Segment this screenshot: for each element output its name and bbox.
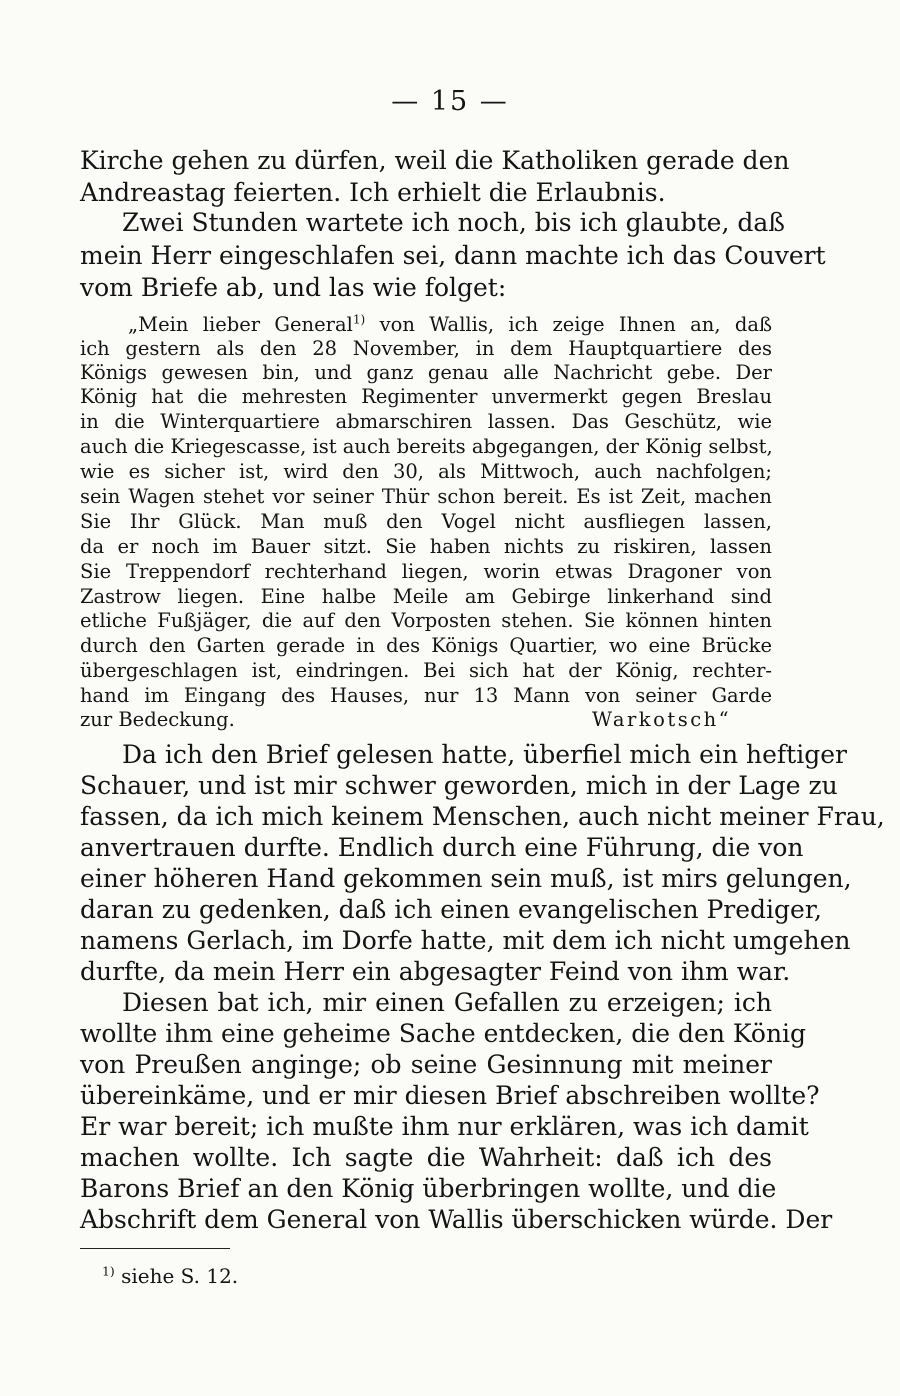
page-number: — 15 — xyxy=(391,86,509,117)
paragraph-4-line: übereinkäme, und er mir diesen Brief abschreiben wollte? xyxy=(80,1081,820,1110)
letter-line: in die Winterquartiere abmarschiren lassen. Das Geschütz, wie xyxy=(80,410,772,433)
paragraph-1-line: Andreastag feierten. Ich erhielt die Erlaubnis. xyxy=(80,178,666,207)
letter-line: sein Wagen stehet vor seiner Thür schon bereit. Es ist Zeit, machen xyxy=(80,485,772,508)
letter-line: ich gestern als den 28 November, in dem Hauptquartiere des xyxy=(80,337,772,360)
footnote-reference: 1) xyxy=(352,312,366,327)
paragraph-2-line: mein Herr eingeschlafen sei, dann machte ich das Couvert xyxy=(80,241,826,270)
footnote-marker: 1) xyxy=(102,1263,115,1279)
paragraph-2-line: Zwei Stunden wartete ich noch, bis ich glaubte, daß xyxy=(122,208,785,237)
letter-line: wie es sicher ist, wird den 30, als Mittwoch, auch nachfolgen; xyxy=(80,460,772,483)
letter-line: auch die Kriegescasse, ist auch bereits abgegangen, der König selbst, xyxy=(80,435,773,458)
paragraph-4-line: Barons Brief an den König überbringen wollte, und die xyxy=(80,1174,777,1203)
footnote-text: siehe S. 12. xyxy=(114,1264,239,1288)
paragraph-3-line: einer höheren Hand gekommen sein muß, ist mirs gelungen, xyxy=(80,864,852,893)
letter-line: Sie Treppendorf rechterhand liegen, worin etwas Dragoner von xyxy=(80,560,772,583)
letter-line: da er noch im Bauer sitzt. Sie haben nichts zu riskiren, lassen xyxy=(80,535,772,558)
paragraph-3-line: anvertrauen durfte. Endlich durch eine Führung, die von xyxy=(80,833,804,862)
letter-line: Zastrow liegen. Eine halbe Meile am Gebirge linkerhand sind xyxy=(80,585,772,608)
paragraph-3-line: Da ich den Brief gelesen hatte, überfiel mich ein heftiger xyxy=(122,740,847,769)
letter-line: hand im Eingang des Hauses, nur 13 Mann von seiner Garde xyxy=(80,684,772,707)
paragraph-1-line: Kirche gehen zu dürfen, weil die Katholiken gerade den xyxy=(80,146,790,175)
letter-line: Sie Ihr Glück. Man muß den Vogel nicht ausfliegen lassen, xyxy=(80,510,772,533)
letter-line xyxy=(128,312,772,337)
letter-line: übergeschlagen ist, eindringen. Bei sich hat der König, rechter- xyxy=(80,659,772,682)
paragraph-3-line: Schauer, und ist mir schwer geworden, mich in der Lage zu xyxy=(80,771,838,800)
paragraph-4-line: machen wollte. Ich sagte die Wahrheit: daß ich des xyxy=(80,1143,772,1172)
paragraph-3-line: durfte, da mein Herr ein abgesagter Feind von ihm war. xyxy=(80,957,791,986)
letter-line: durch den Garten gerade in des Königs Quartier, wo eine Brücke xyxy=(80,634,772,657)
paragraph-4-line: Er war bereit; ich mußte ihm nur erklären, was ich damit xyxy=(80,1112,809,1141)
paragraph-4-line: von Preußen anginge; ob seine Gesinnung mit meiner xyxy=(80,1050,772,1079)
letter-line: zur Bedeckung. xyxy=(80,708,235,731)
paragraph-3-line: daran zu gedenken, daß ich einen evangelischen Prediger, xyxy=(80,895,823,924)
letter-line: König hat die mehresten Regimenter unvermerkt gegen Breslau xyxy=(80,385,772,408)
letter-opening-rest: von Wallis, ich zeige Ihnen an, daß xyxy=(365,313,772,336)
letter-signature: Warkotsch“ xyxy=(592,708,732,731)
footnote-rule xyxy=(80,1248,230,1249)
paragraph-4-line: Abschrift dem General von Wallis überschicken würde. Der xyxy=(80,1205,833,1234)
paragraph-4-line: Diesen bat ich, mir einen Gefallen zu erzeigen; ich xyxy=(122,988,772,1017)
letter-line: Königs gewesen bin, und ganz genau alle Nachricht gebe. Der xyxy=(80,361,772,384)
paragraph-3-line: fassen, da ich mich keinem Menschen, auch nicht meiner Frau, xyxy=(80,802,885,831)
paragraph-3-line: namens Gerlach, im Dorfe hatte, mit dem ich nicht umgehen xyxy=(80,926,851,955)
paragraph-4-line: wollte ihm eine geheime Sache entdecken, die den König xyxy=(80,1019,807,1048)
letter-line: etliche Fußjäger, die auf den Vorposten stehen. Sie können hinten xyxy=(80,609,772,632)
letter-opening: „Mein lieber General xyxy=(128,313,353,336)
paragraph-2-line: vom Briefe ab, und las wie folget: xyxy=(80,273,507,302)
footnote xyxy=(102,1263,238,1289)
